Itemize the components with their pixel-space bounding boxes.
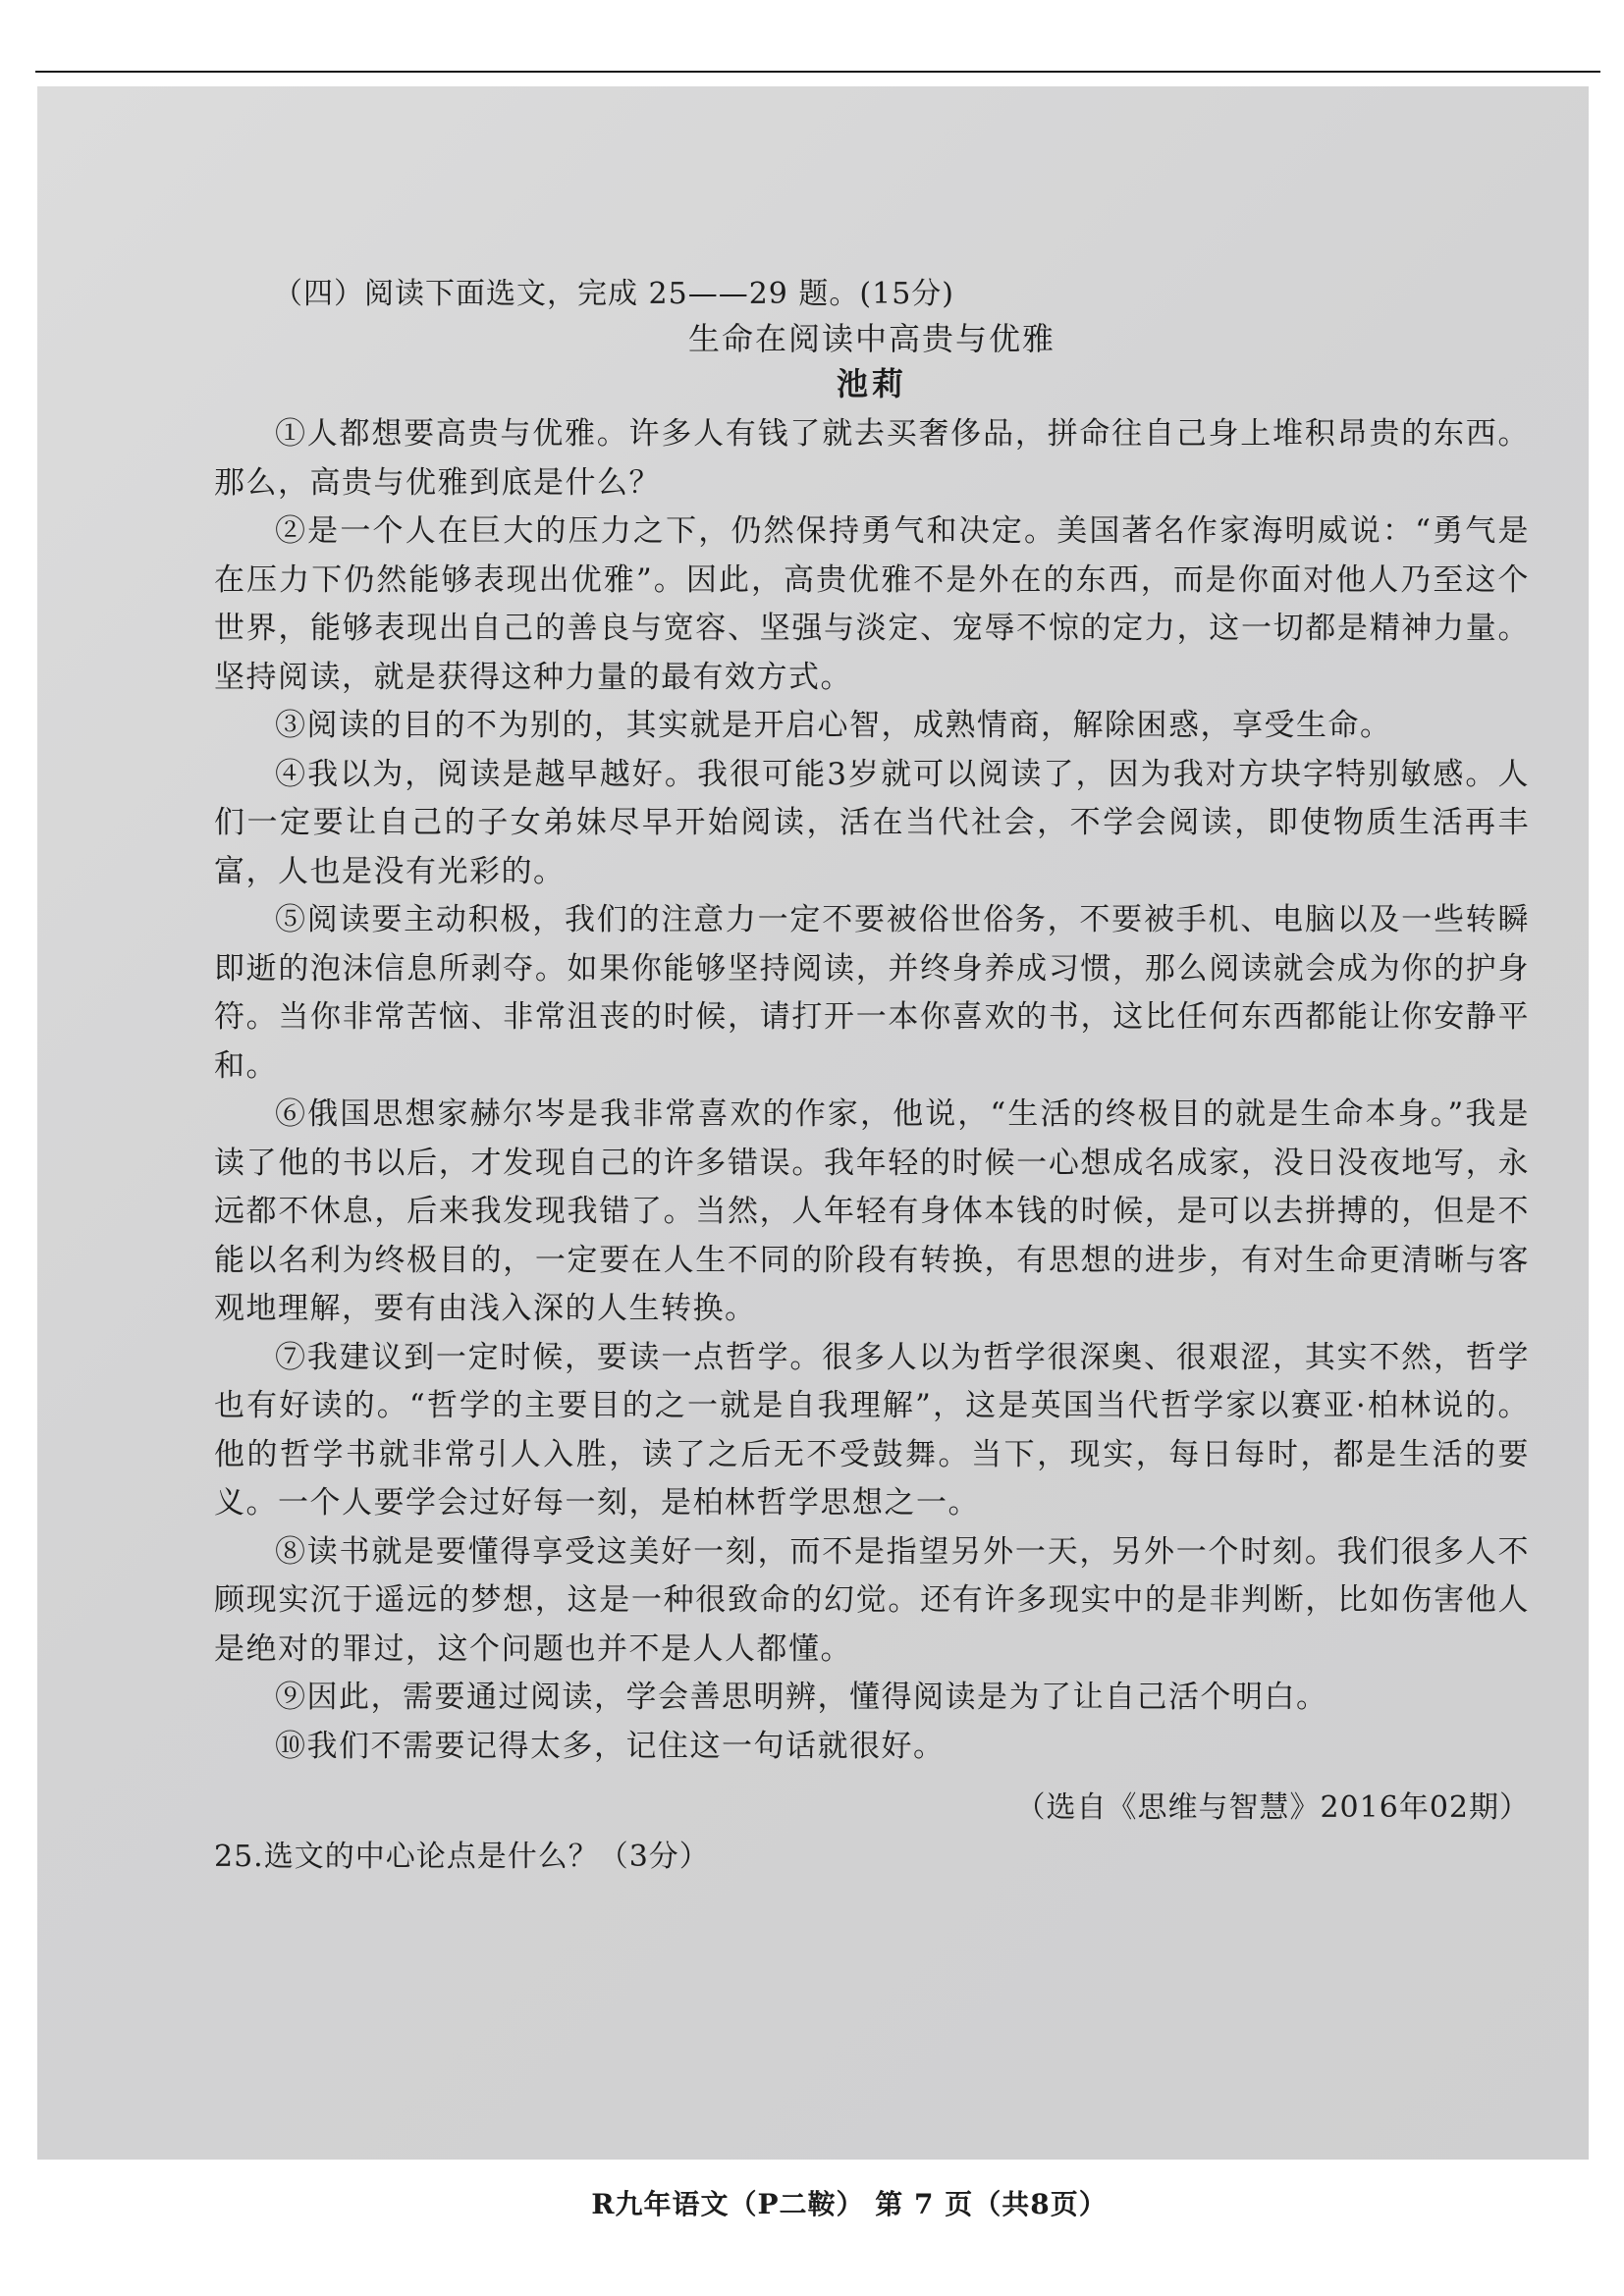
section-header: （四）阅读下面选文，完成 25——29 题。(15分)	[273, 277, 955, 311]
paragraph-4: ④我以为，阅读是越早越好。我很可能3岁就可以阅读了，因为我对方块字特别敏感。人们一定要让自己的子女弟妹尽早开始阅读，活在当代社会，不学会阅读，即使物质生活再丰富，人也是没有光彩的。	[214, 756, 1530, 889]
article-source: （选自《思维与智慧》2016年02期）	[1015, 1790, 1530, 1825]
article-author: 池莉	[836, 365, 907, 402]
paragraph-8: ⑧读书就是要懂得享受这美好一刻，而不是指望另外一天，另外一个时刻。我们很多人不顾现实沉于遥远的梦想，这是一种很致命的幻觉。还有许多现实中的是非判断，比如伤害他人是绝对的罪过，这个问题也并不是人人都懂。	[214, 1533, 1530, 1667]
top-rule	[35, 71, 1600, 73]
paragraph-2: ②是一个人在巨大的压力之下，仍然保持勇气和决定。美国著名作家海明威说：“勇气是在压力下仍然能够表现出优雅”。因此，高贵优雅不是外在的东西，而是你面对他人乃至这个世界，能够表现出自己的善良与宽容、坚强与淡定、宠辱不惊的定力，这一切都是精神力量。坚持阅读，就是获得这种力量的最有效方式。	[214, 513, 1530, 695]
page-footer: R九年语文（P二鞍） 第 7 页（共8页）	[591, 2188, 1108, 2220]
article-body	[214, 410, 1530, 1771]
article-title: 生命在阅读中高贵与优雅	[687, 320, 1056, 357]
paragraph-6: ⑥俄国思想家赫尔岑是我非常喜欢的作家，他说，“生活的终极目的就是生命本身。”我是读了他的书以后，才发现自己的许多错误。我年轻的时候一心想成名成家，没日没夜地写，永远都不休息，后来我发现我错了。当然，人年轻有身体本钱的时候，是可以去拼搏的，但是不能以名利为终极目的，一定要在人生不同的阶段有转换，有思想的进步，有对生命更清晰与客观地理解，要有由浅入深的人生转换。	[214, 1096, 1530, 1326]
paragraph-7: ⑦我建议到一定时候，要读一点哲学。很多人以为哲学很深奥、很艰涩，其实不然，哲学也有好读的。“哲学的主要目的之一就是自我理解”，这是英国当代哲学家以赛亚·柏林说的。他的哲学书就非常引人入胜，读了之后无不受鼓舞。当下，现实，每日每时，都是生活的要义。一个人要学会过好每一刻，是柏林哲学思想之一。	[214, 1339, 1530, 1521]
paragraph-9: ⑨因此，需要通过阅读，学会善思明辨，懂得阅读是为了让自己活个明白。	[275, 1680, 1328, 1715]
paragraph-10: ⑩我们不需要记得太多，记住这一句话就很好。	[275, 1728, 946, 1764]
paragraph-5: ⑤阅读要主动积极，我们的注意力一定不要被俗世俗务，不要被手机、电脑以及一些转瞬即逝的泡沫信息所剥夺。如果你能够坚持阅读，并终身养成习惯，那么阅读就会成为你的护身符。当你非常苦恼、非常沮丧的时候，请打开一本你喜欢的书，这比任何东西都能让你安静平和。	[214, 902, 1530, 1084]
question-25: 25.选文的中心论点是什么？（3分）	[214, 1840, 710, 1874]
scanned-page	[37, 86, 1589, 2220]
paragraph-3: ③阅读的目的不为别的，其实就是开启心智，成熟情商，解除困惑，享受生命。	[275, 708, 1392, 743]
paragraph-1: ①人都想要高贵与优雅。许多人有钱了就去买奢侈品，拼命往自己身上堆积昂贵的东西。那么，高贵与优雅到底是什么？	[214, 416, 1530, 501]
